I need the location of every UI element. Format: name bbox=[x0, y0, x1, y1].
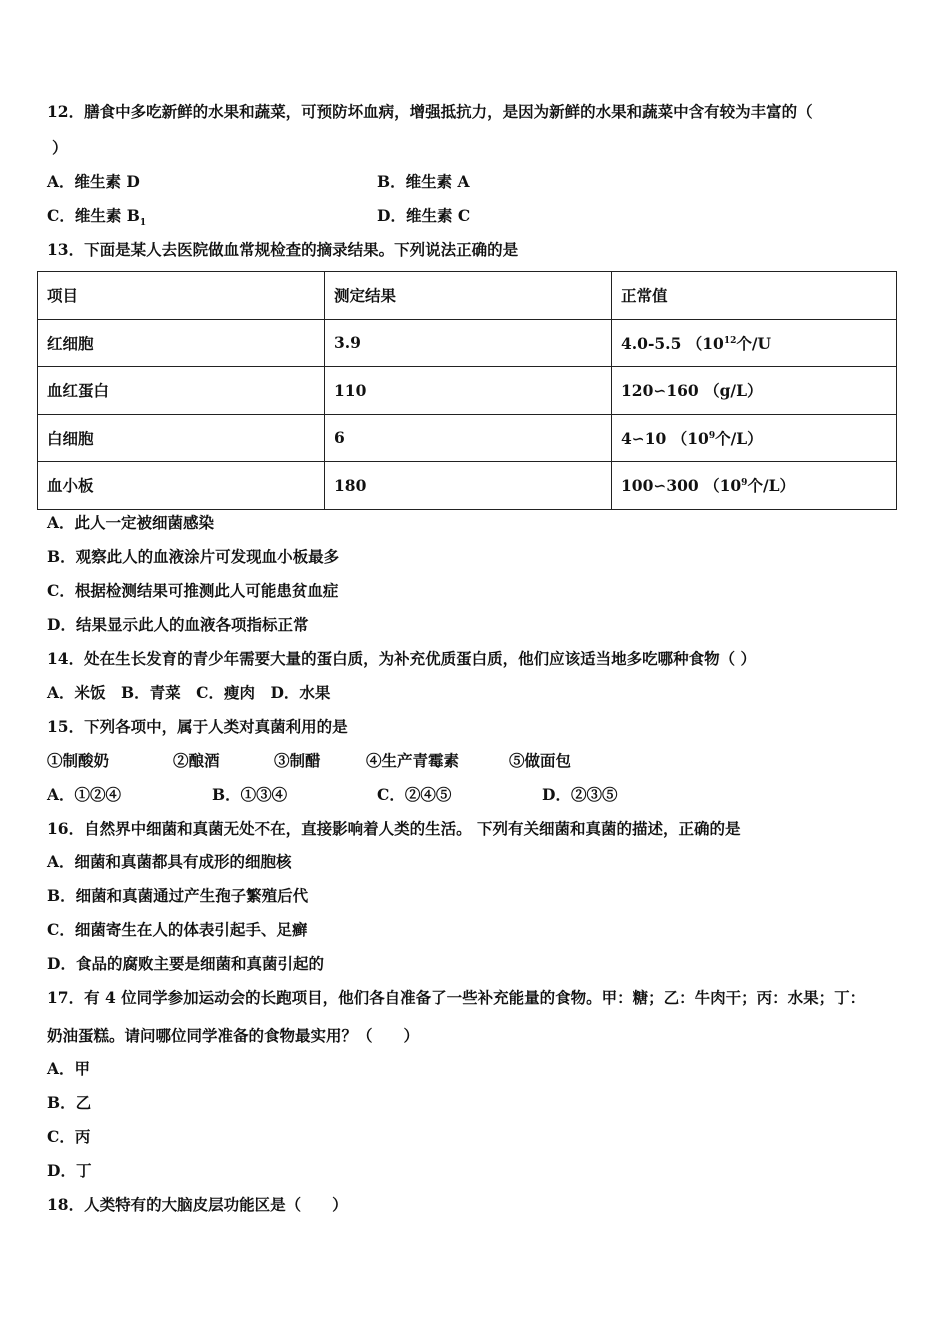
normal-pre: 4.0-5.5 （10 bbox=[621, 333, 724, 353]
q12-option-a: A．维生素 D bbox=[47, 172, 140, 191]
normal-cell bbox=[612, 462, 897, 510]
header-cell: 项目 bbox=[38, 272, 325, 320]
q15-item-4: ④生产青霉素 bbox=[366, 751, 460, 770]
q17-stem-line2: 奶油蛋糕。请问哪位同学准备的食物最实用？（ ） bbox=[47, 1026, 420, 1045]
q15-item-1: ①制酸奶 bbox=[47, 751, 110, 770]
q13-option-d: D．结果显示此人的血液各项指标正常 bbox=[47, 615, 309, 634]
normal-cell bbox=[612, 414, 897, 462]
normal-post: 个/U bbox=[736, 333, 772, 353]
item-cell: 血红蛋白 bbox=[38, 367, 325, 415]
q15-item-3: ③制醋 bbox=[274, 751, 321, 770]
table-header-row bbox=[38, 272, 897, 320]
q15-option-b: B．①③④ bbox=[212, 785, 288, 804]
q16-option-c: C．细菌寄生在人的体表引起手、足癣 bbox=[47, 920, 308, 939]
q17-option-d: D．丁 bbox=[47, 1161, 92, 1180]
q13-option-a: A．此人一定被细菌感染 bbox=[47, 513, 215, 532]
q16-option-d: D．食品的腐败主要是细菌和真菌引起的 bbox=[47, 954, 324, 973]
table-row bbox=[38, 367, 897, 415]
header-cell: 正常值 bbox=[612, 272, 897, 320]
q12-option-d: D．维生素 C bbox=[377, 206, 471, 225]
q17-option-c: C．丙 bbox=[47, 1127, 91, 1146]
q15-item-2: ②酿酒 bbox=[173, 751, 220, 770]
table-row bbox=[38, 414, 897, 462]
q16-option-b: B．细菌和真菌通过产生孢子繁殖后代 bbox=[47, 886, 309, 905]
q16-stem: 16．自然界中细菌和真菌无处不在，直接影响着人类的生活。 下列有关细菌和真菌的描述，正确的是 bbox=[47, 819, 741, 838]
header-cell: 测定结果 bbox=[325, 272, 612, 320]
item-cell: 血小板 bbox=[38, 462, 325, 510]
q13-option-c: C．根据检测结果可推测此人可能患贫血症 bbox=[47, 581, 339, 600]
q12-option-c-text: C．维生素 B bbox=[47, 206, 140, 225]
q12-stem: 12．膳食中多吃新鲜的水果和蔬菜，可预防坏血病，增强抵抗力，是因为新鲜的水果和蔬菜中含有较为丰富的（ bbox=[47, 102, 813, 121]
normal-cell bbox=[612, 367, 897, 415]
normal-post: 个/L） bbox=[747, 476, 795, 496]
result-cell: 110 bbox=[325, 367, 612, 415]
q15-option-d: D．②③⑤ bbox=[542, 785, 618, 804]
q15-option-a: A．①②④ bbox=[47, 785, 122, 804]
blood-test-table bbox=[37, 271, 897, 510]
result-cell: 180 bbox=[325, 462, 612, 510]
normal-pre: 100∽300 （10 bbox=[621, 476, 742, 496]
q14-stem: 14．处在生长发育的青少年需要大量的蛋白质，为补充优质蛋白质，他们应该适当地多吃哪种食物（ ） bbox=[47, 649, 756, 668]
q15-stem: 15．下列各项中，属于人类对真菌利用的是 bbox=[47, 717, 348, 736]
result-cell: 3.9 bbox=[325, 319, 612, 367]
result-cell: 6 bbox=[325, 414, 612, 462]
q17-option-a: A．甲 bbox=[47, 1059, 91, 1078]
table-row bbox=[38, 319, 897, 367]
q13-option-b: B．观察此人的血液涂片可发现血小板最多 bbox=[47, 547, 340, 566]
q17-stem-line1: 17．有 4 位同学参加运动会的长跑项目，他们各自准备了一些补充能量的食物。甲：糖；乙：牛肉干；丙：水果；丁： bbox=[47, 988, 866, 1007]
q15-item-5: ⑤做面包 bbox=[509, 751, 572, 770]
q15-option-c: C．②④⑤ bbox=[377, 785, 452, 804]
normal-sup: 9 bbox=[741, 478, 748, 489]
normal-post: 个/L） bbox=[715, 428, 763, 448]
normal-cell bbox=[612, 319, 897, 367]
q18-stem: 18．人类特有的大脑皮层功能区是（ ） bbox=[47, 1195, 348, 1214]
normal-pre: 120∽160 （g/L） bbox=[621, 381, 763, 401]
q12-option-b: B．维生素 A bbox=[377, 172, 470, 191]
q12-option-c-sub: 1 bbox=[139, 218, 147, 229]
q12-option-c bbox=[47, 206, 146, 233]
q17-option-b: B．乙 bbox=[47, 1093, 92, 1112]
q16-option-a: A．细菌和真菌都具有成形的细胞核 bbox=[47, 852, 292, 871]
item-cell: 白细胞 bbox=[38, 414, 325, 462]
normal-pre: 4∽10 （10 bbox=[621, 428, 709, 448]
table-row bbox=[38, 462, 897, 510]
q14-options: A．米饭 B．青菜 C．瘦肉 D．水果 bbox=[47, 683, 331, 702]
normal-sup: 9 bbox=[708, 430, 716, 441]
item-cell: 红细胞 bbox=[38, 319, 325, 367]
normal-sup: 12 bbox=[723, 335, 737, 346]
q13-stem: 13．下面是某人去医院做血常规检查的摘录结果。下列说法正确的是 bbox=[47, 240, 519, 259]
q12-stem-end: ） bbox=[52, 138, 68, 157]
